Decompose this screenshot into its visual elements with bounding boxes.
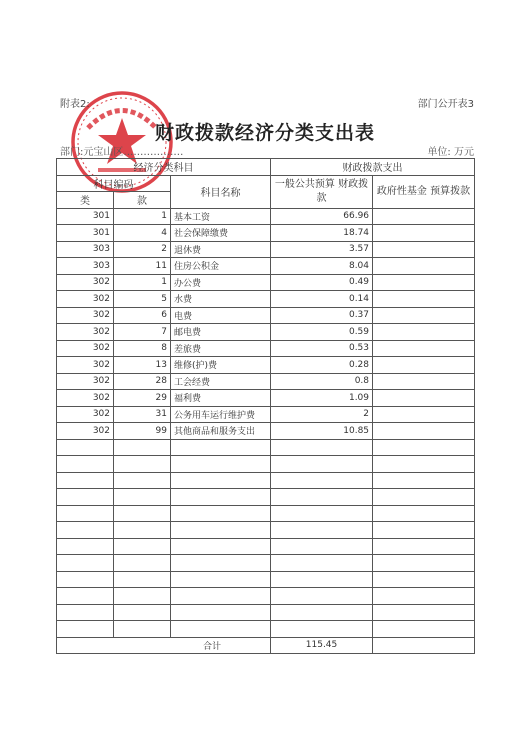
header-fund-budget: 政府性基金 预算拨款 (373, 175, 475, 208)
cell-general-budget: 10.85 (271, 423, 373, 440)
cell-general-budget: 8.04 (271, 258, 373, 275)
cell-class: 302 (57, 406, 114, 423)
table-row (57, 324, 475, 341)
empty-cell (373, 522, 475, 539)
cell-subject-name: 退休费 (171, 241, 271, 258)
header-econ-class: 经济分类科目 (57, 159, 271, 176)
expenditure-table (56, 158, 475, 654)
empty-cell (171, 522, 271, 539)
cell-class: 301 (57, 208, 114, 225)
empty-cell (171, 472, 271, 489)
cell-general-budget: 0.28 (271, 357, 373, 374)
table-row (57, 225, 475, 242)
cell-general-budget: 0.8 (271, 373, 373, 390)
empty-cell (271, 489, 373, 506)
empty-cell (271, 588, 373, 605)
cell-general-budget: 0.37 (271, 307, 373, 324)
table-row (57, 340, 475, 357)
table-row (57, 373, 475, 390)
empty-cell (171, 604, 271, 621)
empty-row (57, 472, 475, 489)
cell-subject-name: 其他商品和服务支出 (171, 423, 271, 440)
empty-cell (114, 571, 171, 588)
header-item: 款 (114, 192, 171, 209)
cell-class: 302 (57, 340, 114, 357)
table-row (57, 241, 475, 258)
cell-fund-budget (373, 274, 475, 291)
unit-label: 单位: 万元 (427, 147, 474, 158)
form-number: 部门公开表3 (417, 99, 474, 110)
cell-item: 5 (114, 291, 171, 308)
cell-subject-name: 社会保障缴费 (171, 225, 271, 242)
empty-row (57, 439, 475, 456)
cell-subject-name: 邮电费 (171, 324, 271, 341)
cell-fund-budget (373, 340, 475, 357)
empty-row (57, 505, 475, 522)
cell-subject-name: 维修(护)费 (171, 357, 271, 374)
empty-cell (373, 555, 475, 572)
cell-subject-name: 电费 (171, 307, 271, 324)
table-row (57, 406, 475, 423)
total-general-budget: 115.45 (271, 637, 373, 654)
cell-fund-budget (373, 225, 475, 242)
attachment-label: 附表2: (60, 99, 90, 110)
table-row (57, 390, 475, 407)
cell-fund-budget (373, 357, 475, 374)
cell-subject-name: 水费 (171, 291, 271, 308)
empty-cell (57, 472, 114, 489)
cell-general-budget: 0.14 (271, 291, 373, 308)
empty-cell (271, 456, 373, 473)
header-subject-name: 科目名称 (171, 175, 271, 208)
page-title: 财政拨款经济分类支出表 (154, 122, 375, 144)
empty-cell (373, 588, 475, 605)
empty-row (57, 588, 475, 605)
table-row (57, 208, 475, 225)
cell-general-budget: 3.57 (271, 241, 373, 258)
empty-cell (114, 472, 171, 489)
cell-subject-name: 公务用车运行维护费 (171, 406, 271, 423)
cell-fund-budget (373, 241, 475, 258)
table-row (57, 307, 475, 324)
empty-row (57, 555, 475, 572)
cell-general-budget: 0.53 (271, 340, 373, 357)
cell-item: 7 (114, 324, 171, 341)
empty-cell (373, 456, 475, 473)
table-row (57, 423, 475, 440)
table-row (57, 274, 475, 291)
header-subject-code: 科目编码 (57, 175, 171, 192)
cell-item: 8 (114, 340, 171, 357)
cell-general-budget: 0.59 (271, 324, 373, 341)
empty-cell (114, 604, 171, 621)
empty-cell (271, 571, 373, 588)
empty-cell (57, 604, 114, 621)
cell-item: 29 (114, 390, 171, 407)
table-row (57, 291, 475, 308)
cell-class: 303 (57, 241, 114, 258)
cell-fund-budget (373, 324, 475, 341)
cell-class: 302 (57, 357, 114, 374)
cell-class: 302 (57, 307, 114, 324)
cell-class: 302 (57, 390, 114, 407)
empty-cell (114, 489, 171, 506)
empty-cell (114, 522, 171, 539)
cell-general-budget: 66.96 (271, 208, 373, 225)
cell-fund-budget (373, 291, 475, 308)
cell-fund-budget (373, 307, 475, 324)
cell-class: 302 (57, 373, 114, 390)
empty-cell (271, 604, 373, 621)
table-row (57, 258, 475, 275)
empty-cell (171, 588, 271, 605)
header-class: 类 (57, 192, 114, 209)
empty-cell (373, 604, 475, 621)
empty-cell (373, 571, 475, 588)
empty-cell (114, 538, 171, 555)
empty-cell (171, 456, 271, 473)
empty-cell (114, 588, 171, 605)
cell-fund-budget (373, 208, 475, 225)
empty-row (57, 456, 475, 473)
cell-fund-budget (373, 258, 475, 275)
empty-cell (373, 538, 475, 555)
empty-cell (57, 456, 114, 473)
empty-cell (373, 489, 475, 506)
empty-cell (57, 439, 114, 456)
empty-cell (271, 621, 373, 638)
empty-cell (57, 621, 114, 638)
empty-cell (114, 621, 171, 638)
cell-general-budget: 18.74 (271, 225, 373, 242)
cell-subject-name: 差旅费 (171, 340, 271, 357)
cell-class: 302 (57, 423, 114, 440)
cell-general-budget: 0.49 (271, 274, 373, 291)
cell-fund-budget (373, 423, 475, 440)
cell-item: 31 (114, 406, 171, 423)
empty-row (57, 522, 475, 539)
empty-cell (57, 571, 114, 588)
empty-cell (171, 621, 271, 638)
cell-class: 302 (57, 291, 114, 308)
empty-cell (271, 439, 373, 456)
empty-cell (171, 538, 271, 555)
cell-item: 11 (114, 258, 171, 275)
total-fund-budget (373, 637, 475, 654)
cell-subject-name: 办公费 (171, 274, 271, 291)
empty-cell (57, 555, 114, 572)
table-row (57, 357, 475, 374)
cell-item: 28 (114, 373, 171, 390)
cell-class: 302 (57, 274, 114, 291)
cell-class: 302 (57, 324, 114, 341)
empty-cell (271, 505, 373, 522)
empty-cell (271, 555, 373, 572)
empty-cell (373, 505, 475, 522)
empty-row (57, 621, 475, 638)
header-fiscal-alloc: 财政拨款支出 (271, 159, 475, 176)
empty-cell (114, 456, 171, 473)
total-label: 合计 (57, 637, 271, 654)
empty-cell (171, 555, 271, 572)
cell-item: 99 (114, 423, 171, 440)
cell-item: 13 (114, 357, 171, 374)
cell-fund-budget (373, 406, 475, 423)
empty-cell (171, 505, 271, 522)
empty-cell (114, 505, 171, 522)
cell-fund-budget (373, 373, 475, 390)
empty-row (57, 538, 475, 555)
header-general-budget: 一般公共预算 财政拨款 (271, 175, 373, 208)
empty-cell (271, 472, 373, 489)
empty-row (57, 489, 475, 506)
cell-item: 1 (114, 208, 171, 225)
cell-subject-name: 福利费 (171, 390, 271, 407)
department-label: 部门:元宝山区……………… (60, 147, 184, 158)
empty-cell (373, 439, 475, 456)
empty-cell (171, 571, 271, 588)
empty-cell (373, 621, 475, 638)
empty-cell (57, 538, 114, 555)
cell-item: 2 (114, 241, 171, 258)
empty-row (57, 571, 475, 588)
cell-subject-name: 住房公积金 (171, 258, 271, 275)
empty-cell (373, 472, 475, 489)
cell-subject-name: 基本工资 (171, 208, 271, 225)
empty-cell (114, 439, 171, 456)
cell-subject-name: 工会经费 (171, 373, 271, 390)
empty-cell (57, 588, 114, 605)
empty-cell (57, 522, 114, 539)
cell-item: 1 (114, 274, 171, 291)
empty-cell (57, 489, 114, 506)
cell-class: 301 (57, 225, 114, 242)
empty-cell (57, 505, 114, 522)
cell-item: 4 (114, 225, 171, 242)
empty-row (57, 604, 475, 621)
cell-item: 6 (114, 307, 171, 324)
cell-class: 303 (57, 258, 114, 275)
cell-general-budget: 1.09 (271, 390, 373, 407)
empty-cell (114, 555, 171, 572)
cell-general-budget: 2 (271, 406, 373, 423)
empty-cell (171, 489, 271, 506)
empty-cell (271, 538, 373, 555)
cell-fund-budget (373, 390, 475, 407)
empty-cell (171, 439, 271, 456)
total-row (57, 637, 475, 654)
empty-cell (271, 522, 373, 539)
